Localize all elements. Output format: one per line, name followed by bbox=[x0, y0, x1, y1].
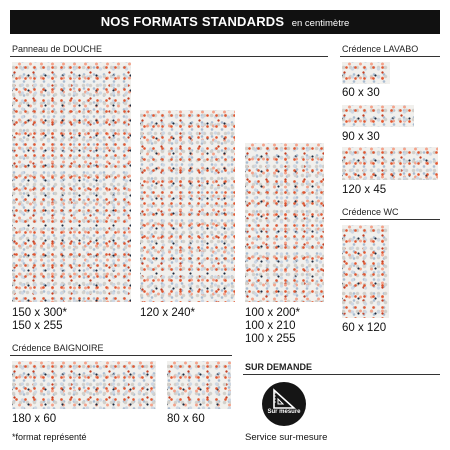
page-title: NOS FORMATS STANDARDS bbox=[100, 14, 285, 29]
custom-size-badge bbox=[262, 382, 306, 426]
size-label-120x45: 120 x 45 bbox=[342, 184, 387, 196]
set-square-icon bbox=[272, 388, 296, 410]
baignoire-rule bbox=[10, 355, 232, 356]
size-label-120x240: 120 x 240* bbox=[140, 307, 195, 319]
size-label-100x210: 100 x 210 bbox=[245, 320, 296, 332]
lavabo-rule bbox=[340, 56, 440, 57]
size-label-180x60: 180 x 60 bbox=[12, 413, 57, 425]
size-label-100x200: 100 x 200* bbox=[245, 307, 300, 319]
lavabo-title: Crédence LAVABO bbox=[342, 44, 419, 54]
custom-badge-label: Sur mesure bbox=[267, 409, 301, 415]
format-note: *format représenté bbox=[12, 432, 87, 442]
douche-title: Panneau de DOUCHE bbox=[12, 44, 103, 54]
demande-title: SUR DEMANDE bbox=[245, 362, 313, 372]
size-label-150x300: 150 x 300* bbox=[12, 307, 67, 319]
wc-panel-60x120 bbox=[342, 225, 389, 318]
wc-rule bbox=[340, 219, 440, 220]
wc-title: Crédence WC bbox=[342, 207, 399, 217]
header-banner bbox=[10, 10, 440, 34]
size-label-60x120: 60 x 120 bbox=[342, 322, 387, 334]
douche-panel-120x240 bbox=[140, 110, 235, 302]
baignoire-panel-80x60 bbox=[167, 361, 231, 409]
size-label-60x30: 60 x 30 bbox=[342, 87, 380, 99]
douche-panel-100x200 bbox=[245, 143, 324, 302]
lavabo-panel-120x45 bbox=[342, 147, 438, 180]
page-subtitle: en centimètre bbox=[291, 18, 350, 29]
baignoire-panel-180x60 bbox=[12, 361, 156, 409]
size-label-90x30: 90 x 30 bbox=[342, 131, 380, 143]
baignoire-title: Crédence BAIGNOIRE bbox=[12, 343, 104, 353]
lavabo-panel-90x30 bbox=[342, 105, 414, 127]
douche-panel-150x300 bbox=[12, 62, 131, 302]
lavabo-panel-60x30 bbox=[342, 62, 390, 84]
douche-rule bbox=[10, 56, 328, 57]
size-label-80x60: 80 x 60 bbox=[167, 413, 205, 425]
size-label-100x255: 100 x 255 bbox=[245, 333, 296, 345]
size-label-150x255: 150 x 255 bbox=[12, 320, 63, 332]
demande-rule bbox=[243, 374, 440, 375]
custom-service-caption: Service sur-mesure bbox=[245, 432, 328, 443]
